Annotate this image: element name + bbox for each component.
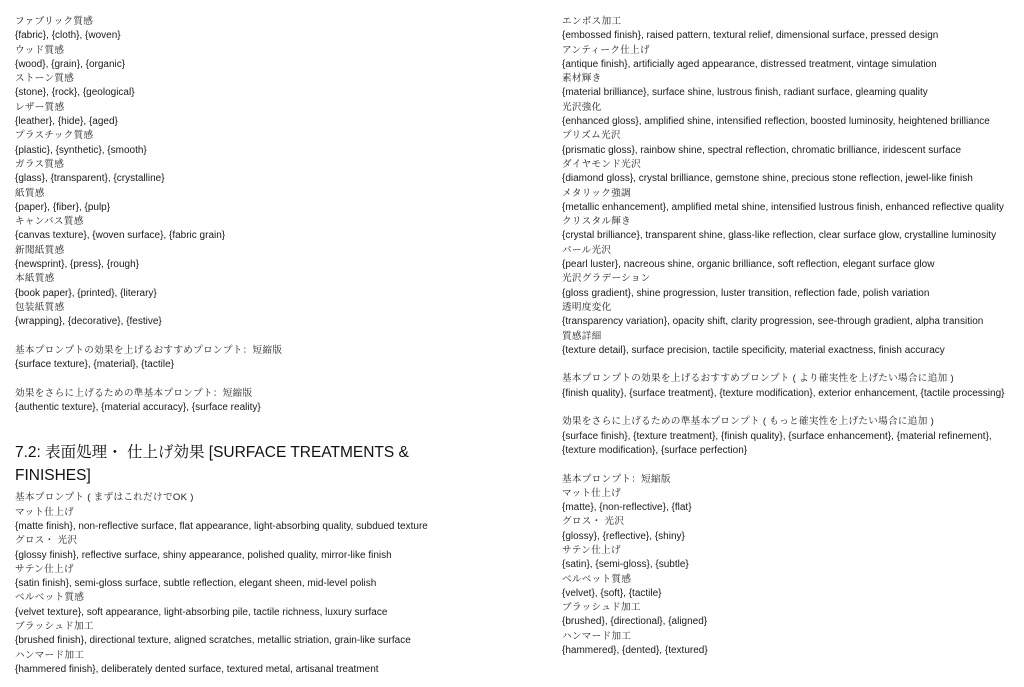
item-title: 新聞紙質感 [15,244,65,256]
item-tags: {glossy finish}, reflective surface, shiny appearance, polished quality, mirror-like finish [15,549,392,561]
item-tags: {leather}, {hide}, {aged} [15,116,118,128]
item-tags: {brushed}, {directional}, {aligned} [562,616,708,628]
item-title: 質感詳細 [562,330,602,342]
item-tags: {material brilliance}, surface shine, lustrous finish, radiant surface, gleaming quality [562,87,928,99]
short-list [562,487,1012,659]
item-title: ブラッシュド加工 [562,602,641,614]
item-tags: {embossed finish}, raised pattern, textural relief, dimensional surface, pressed design [562,30,939,42]
block-title: 基本プロンプトの効果を上げるおすすめプロンプト：短縮版 [15,344,283,356]
item-title: メタリック強調 [562,187,631,199]
item-title: 紙質感 [15,187,45,199]
finish-list-continued [562,15,1012,358]
item-title: エンボス加工 [562,16,622,27]
item-tags: {texture detail}, surface precision, tactile specificity, material exactness, finish accuracy [562,344,945,356]
semi-basic-block [562,415,1012,458]
item-tags: {matte finish}, non-reflective surface, flat appearance, light-absorbing quality, subdued texture [15,520,428,532]
item-tags: {pearl luster}, nacreous shine, organic brilliance, soft reflection, elegant surface glow [562,259,935,271]
item-title: グロス・ 光沢 [562,516,625,528]
item-title: サテン仕上げ [562,544,621,556]
item-tags: {brushed finish}, directional texture, aligned scratches, metallic striation, grain-like surface [15,635,411,647]
item-tags: {glass}, {transparent}, {crystalline} [15,173,165,185]
item-title: ガラス質感 [15,158,65,170]
item-title: 光沢グラデーション [562,273,651,285]
block-tags: {finish quality}, {surface treatment}, {texture modification}, exterior enhancement, {tactile processing} [562,387,1005,399]
item-tags: {matte}, {non-reflective}, {flat} [562,502,692,514]
item-tags: {transparency variation}, opacity shift, clarity progression, see-through gradient, alpha transition [562,316,984,328]
section-heading: 7.2: 表面処理・ 仕上げ効果 [SURFACE TREATMENTS & FINISHES] [15,444,409,485]
item-tags: {satin}, {semi-gloss}, {subtle} [562,559,689,571]
basic-prompt-label: 基本プロンプト ( まずはこれだけでOK ) [15,492,194,504]
item-title: マット仕上げ [15,506,74,518]
item-title: ファブリック質感 [15,16,94,27]
recommended-block [562,372,1012,401]
spacer [15,330,545,344]
item-tags: {crystal brilliance}, transparent shine, glass-like reflection, clear surface glow, crystalline luminosity [562,230,997,242]
item-title: アンティーク仕上げ [562,44,650,56]
spacer [15,372,545,386]
item-title: クリスタル輝き [562,216,632,228]
semi-basic-short-block [15,387,545,416]
spacer [562,401,1012,415]
item-tags: {prismatic gloss}, rainbow shine, spectral reflection, chromatic brilliance, iridescent surface [562,144,962,156]
item-title: パール光沢 [562,244,612,256]
block-title: 基本プロンプトの効果を上げるおすすめプロンプト ( より確実性を上げたい場合に追加 ) [562,373,954,385]
item-tags: {velvet texture}, soft appearance, light-absorbing pile, tactile richness, luxury surface [15,606,388,618]
item-tags: {antique finish}, artificially aged appearance, distressed treatment, vintage simulation [562,58,937,70]
item-tags: {enhanced gloss}, amplified shine, intensified reflection, boosted luminosity, heightened brilliance [562,116,990,128]
block-tags: {surface finish}, {texture treatment}, {finish quality}, {surface enhancement}, {material refinement}, {texture modification}, {surface perfection} [562,430,992,456]
item-tags: {satin finish}, semi-gloss surface, subtle reflection, elegant sheen, mid-level polish [15,578,377,590]
block-title: 効果をさらに上げるための準基本プロンプト ( もっと確実性を上げたい場合に追加 ) [562,416,935,428]
item-tags: {wrapping}, {decorative}, {festive} [15,316,162,328]
item-tags: {gloss gradient}, shine progression, luster transition, reflection fade, polish variation [562,287,930,299]
finish-list [15,506,545,678]
item-tags: {stone}, {rock}, {geological} [15,87,135,99]
item-tags: {paper}, {fiber}, {pulp} [15,201,111,213]
right-column [562,15,1012,658]
item-tags: {diamond gloss}, crystal brilliance, gemstone shine, precious stone reflection, jewel-like finish [562,173,973,185]
item-title: キャンバス質感 [15,216,84,228]
spacer [15,415,545,441]
item-tags: {wood}, {grain}, {organic} [15,58,126,70]
spacer [562,358,1012,372]
item-title: ダイヤモンド光沢 [562,158,641,170]
item-tags: {plastic}, {synthetic}, {smooth} [15,144,147,156]
item-title: プリズム光沢 [562,130,621,142]
basic-short-label: 基本プロンプト：短縮版 [562,473,671,485]
item-title: ベルベット質感 [15,592,85,604]
block-tags: {surface texture}, {material}, {tactile} [15,359,174,371]
spacer [562,458,1012,472]
item-tags: {velvet}, {soft}, {tactile} [562,587,662,599]
item-tags: {newsprint}, {press}, {rough} [15,259,139,271]
item-title: ストーン質感 [15,73,75,85]
block-tags: {authentic texture}, {material accuracy}, {surface reality} [15,402,261,414]
item-tags: {canvas texture}, {woven surface}, {fabric grain} [15,230,226,242]
item-title: 素材輝き [562,73,602,85]
recommended-short-block [15,344,545,373]
item-title: 本紙質感 [15,273,55,285]
item-tags: {hammered finish}, deliberately dented surface, textured metal, artisanal treatment [15,663,379,675]
block-title: 効果をさらに上げるための準基本プロンプト：短縮版 [15,387,253,399]
item-tags: {glossy}, {reflective}, {shiny} [562,530,685,542]
item-tags: {metallic enhancement}, amplified metal shine, intensified lustrous finish, enhanced reflective quality [562,201,1004,213]
item-title: ベルベット質感 [562,573,632,585]
item-title: ハンマード加工 [15,649,85,661]
item-tags: {fabric}, {cloth}, {woven} [15,30,121,42]
item-title: ブラッシュド加工 [15,620,94,632]
item-title: グロス・ 光沢 [15,535,78,547]
left-column [15,15,545,677]
item-title: ウッド質感 [15,44,65,56]
item-title: 包装紙質感 [15,301,65,313]
item-tags: {book paper}, {printed}, {literary} [15,287,157,299]
item-title: サテン仕上げ [15,563,74,575]
item-tags: {hammered}, {dented}, {textured} [562,645,708,657]
item-title: ハンマード加工 [562,630,632,642]
texture-list [15,15,545,330]
item-title: レザー質感 [15,101,65,113]
item-title: プラスチック質感 [15,130,94,142]
item-title: 透明度変化 [562,301,612,313]
item-title: マット仕上げ [562,487,621,499]
item-title: 光沢強化 [562,101,602,113]
